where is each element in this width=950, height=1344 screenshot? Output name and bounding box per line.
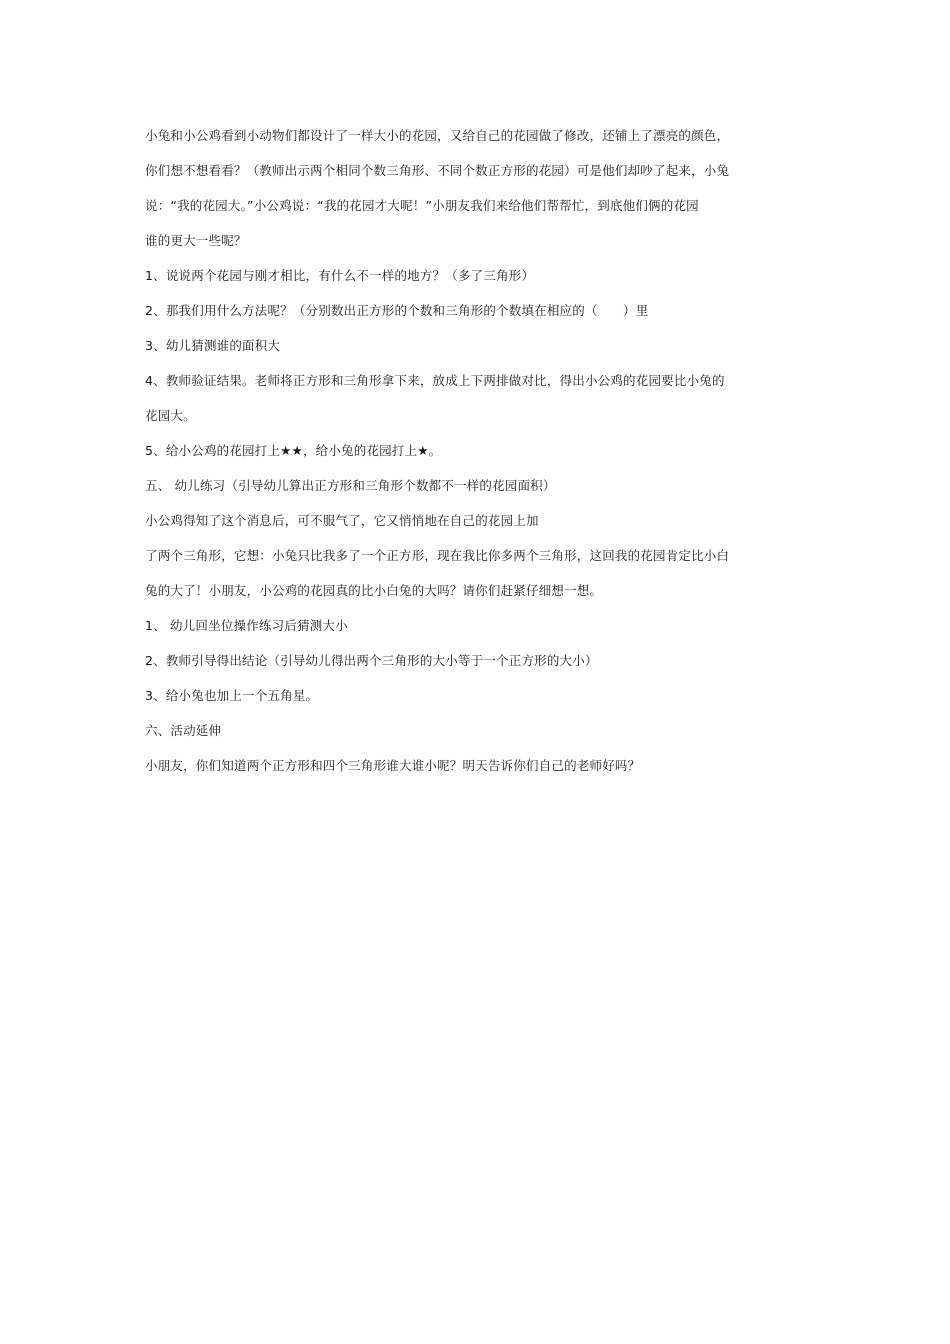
paragraph-line-2: 你们想不想看看？（教师出示两个相同个数三角形、不同个数正方形的花园）可是他们却吵了起来，小兔	[145, 163, 730, 178]
list-item-2: 2、那我们用什么方法呢？（分别数出正方形的个数和三角形的个数填在相应的（ ）里	[145, 303, 649, 318]
paragraph-line-8: 小朋友，你们知道两个正方形和四个三角形谁大谁小呢？明天告诉你们自己的老师好吗？	[145, 758, 641, 773]
paragraph-line-3: 说：“我的花园大。”小公鸡说：“我的花园才大呢！”小朋友我们来给他们帮帮忙，到底他们俩的花园	[145, 198, 699, 213]
paragraph-line-7: 兔的大了！小朋友，小公鸡的花园真的比小白兔的大吗？请你们赶紧仔细想一想。	[145, 583, 603, 598]
section-heading-6: 六、活动延伸	[145, 723, 222, 738]
paragraph-line-1: 小兔和小公鸡看到小动物们都设计了一样大小的花园，又给自己的花园做了修改，还铺上了漂亮的颜色，	[145, 128, 730, 143]
list-item-5: 5、给小公鸡的花园打上★★，给小兔的花园打上★。	[145, 443, 442, 458]
list-item-7: 2、教师引导得出结论（引导幼儿得出两个三角形的大小等于一个正方形的大小）	[145, 653, 598, 668]
list-item-4-continued: 花园大。	[145, 408, 196, 423]
paragraph-line-5: 小公鸡得知了这个消息后，可不服气了，它又悄悄地在自己的花园上加	[145, 513, 539, 528]
section-heading-5: 五、 幼儿练习（引导幼儿算出正方形和三角形个数都不一样的花园面积）	[145, 478, 556, 493]
paragraph-line-4: 谁的更大一些呢？	[145, 233, 247, 248]
list-item-6: 1、 幼儿回坐位操作练习后猜测大小	[145, 618, 348, 633]
list-item-8: 3、给小兔也加上一个五角星。	[145, 688, 319, 703]
list-item-3: 3、幼儿猜测谁的面积大	[145, 338, 281, 353]
paragraph-line-6: 了两个三角形，它想：小兔只比我多了一个正方形，现在我比你多两个三角形，这回我的花园肯定比小白	[145, 548, 730, 563]
list-item-4: 4、教师验证结果。老师将正方形和三角形拿下来，放成上下两排做对比，得出小公鸡的花园要比小兔的	[145, 373, 725, 388]
list-item-1: 1、说说两个花园与刚才相比，有什么不一样的地方？（多了三角形）	[145, 268, 535, 283]
